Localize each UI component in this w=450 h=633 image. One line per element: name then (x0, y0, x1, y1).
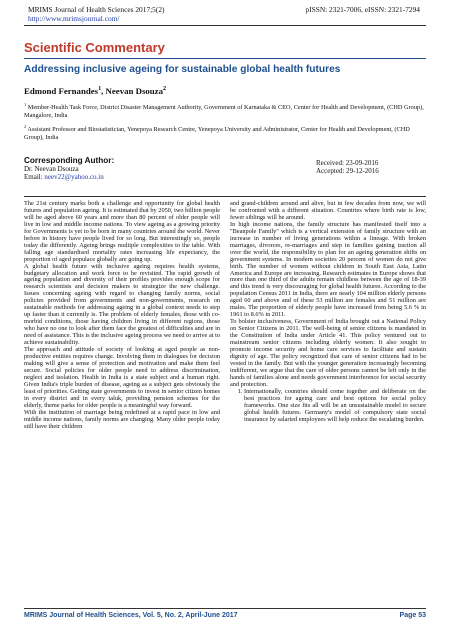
body-column-right (230, 201, 426, 424)
footer-divider (24, 608, 426, 609)
body-paragraph: To bolster inclusiveness, Government of India brought out a National Policy on Senior Citizens in 2011. The well-being of senior citizens is mandated in the Constitution of India under Article 41. This policy ventured out to mainstream senior citizens including elderly women. It also sought to promote income security and home care services to facilitate and sustain dignity of age. The policy recognized that care of senior citizens had to be vested in the family. But with the younger generation increasingly becoming indifferent, we argue that the care of older persons cannot be left only in the hands of families alone and needs government interference for social security and protection. (230, 318, 426, 388)
body-paragraph: In high income nations, the family structure has manifested itself into a "Beanpole Family" which is a vertical extension of family structure with an increase in number of living generations within a lineage. With broken marriages, divorces, re-marriages and step in families gaining traction all over the world, the responsibility to plan for an ageing generation shifts on government systems. In modern societies 20 percent of women do not give birth. The number of women without children in South East Asia, Latin America and Europe are increasing. Research estimates in Europe shows that more than one third of the adults remain childless between the age of 18-39 and this trend is very discouraging for global health futures. According to the population Census 2011 in India, there are nearly 104 million elderly persons aged 60 and above and of these 53 million are females and 51 million are males. The proportion of elderly people have increased from being 5.6 % in 1961 to 8.6% in 2011. (230, 220, 426, 319)
author-affil-marker: 2 (162, 86, 167, 93)
affiliation-marker: 1 (24, 101, 27, 107)
received-accepted-dates (316, 159, 426, 175)
article-title: Addressing inclusive ageing for sustainable global health futures (24, 64, 341, 75)
author-name: Edmond Fernandes (24, 86, 99, 96)
header-divider (24, 25, 426, 26)
email-label: Email: (24, 173, 45, 182)
corresponding-label: Corresponding Author: (24, 156, 115, 165)
body-paragraph: The approach and attitude of society of looking at aged people as non-productive entities requires change. Involving them in dialogues for decision making will give a sense of protection and motivation and make them feel secure. Social policies for older people need to address discrimination, neglect and isolation. Health in India is a state subject and a human right. Given India's triple burden of disease, ageing as a subject gets obviously the least of priorities. Getting state governments to invest in senior citizen homes in every district and in every taluk, providing pension schemes for the elderly, theme parks for older people is a meaningful way forward. (24, 346, 220, 409)
affiliation (24, 101, 428, 119)
journal-header (28, 5, 165, 23)
recommendation-list (230, 389, 426, 424)
email-link[interactable]: neev22@yahoo.co.in (44, 173, 104, 182)
list-item: 1. Internationally, countries should come together and deliberate on the best practices for ageing care and best options for social policy frameworks. One size fits all will be an unsustainable model to secure global health futures. Germany's model of compulsory state social insurance by salaried employees will help reduce the escalating burden. (244, 389, 426, 424)
body-paragraph: With the institution of marriage being redefined at a rapid pace in low and middle income nations, family norms are changing. Many older people today still have their children (24, 408, 220, 430)
author-line (24, 86, 166, 96)
affiliation (24, 123, 428, 141)
section-divider (24, 58, 426, 59)
page-number: Page 53 (399, 612, 426, 619)
affiliation-text: Member-Health Task Force, District Disaster Management Authority, Government of Karnataka & CEO, Center for Health and Development, (CHD Group), Mangalore, India (24, 104, 424, 119)
accepted-date: Accepted: 29-12-2016 (316, 167, 379, 176)
corresponding-author-block (24, 157, 426, 182)
section-title: Scientific Commentary (24, 40, 165, 55)
journal-url-link[interactable]: http://www.mrimsjournal.com/ (28, 14, 120, 23)
body-paragraph: The 21st century marks both a challenge and opportunity for global health futures and population ageing. It is estimated that by 2050, two billion people will be aged above 60 years and more than 80 percent of older people will live in low and middle income nations. To view ageing as a growing priority for Governments is yet to be born in many countries around the world. Never before in history have people lived for so long. But interestingly so, people today die differently. Ageing brings multiple complexities to the table. With falling age standardised mortality rates increasing life expectancy, the proportion of aged populace globally are going up. (24, 200, 220, 263)
corresponding-name: Dr. Neevan Dsouza (24, 165, 79, 174)
page-footer (24, 612, 426, 619)
body-paragraph: A global health future with inclusive ageing requires health systems, budgetary allocation and work force to be revisited. The rapid growth of ageing population and diversity of their profiles provides enough scope for research scientists and decision makers to strategize the new challenge. Issues concerning ageing with regard to changing family norms, social policies provided from governments and non-governments, research on sustainable methods for addressing ageing in a global context needs to step up faster than it currently is. The problem of elderly females, those with co-morbid conditions, those having children living in different regions, those who have no one to look after them face the greatest of difficulties and are in need of assistance. This is the inclusive ageing process we need to arrive at to achieve sustainability. (24, 262, 220, 347)
issn-line: pISSN: 2321-7006, eISSN: 2321-7294 (305, 5, 420, 14)
journal-name: MRIMS Journal of Health Sciences 2017;5(2) (28, 5, 165, 14)
received-date: Received: 23-09-2016 (316, 159, 379, 167)
body-divider (24, 196, 426, 197)
author-separator: , (101, 86, 106, 96)
body-column-left (24, 201, 220, 430)
affiliation-marker: 2 (24, 123, 27, 129)
footer-citation: MRIMS Journal of Health Sciences, Vol. 5, No. 2, April-June 2017 (24, 612, 238, 619)
affiliation-text: Assistant Professor and Biostatistician, Yenepoya Research Centre, Yenepoya University and Administrator, Center for Health and Development, (CHD Group), India (24, 126, 410, 141)
author-affil-marker: 1 (98, 86, 102, 93)
author-name: Neevan Dsouza (105, 86, 163, 96)
body-paragraph: and grand-children around and alive, but in few decades from now, we will be confronted with a different situation. Countries where birth rate is low, fewer siblings will be around. (230, 200, 426, 221)
